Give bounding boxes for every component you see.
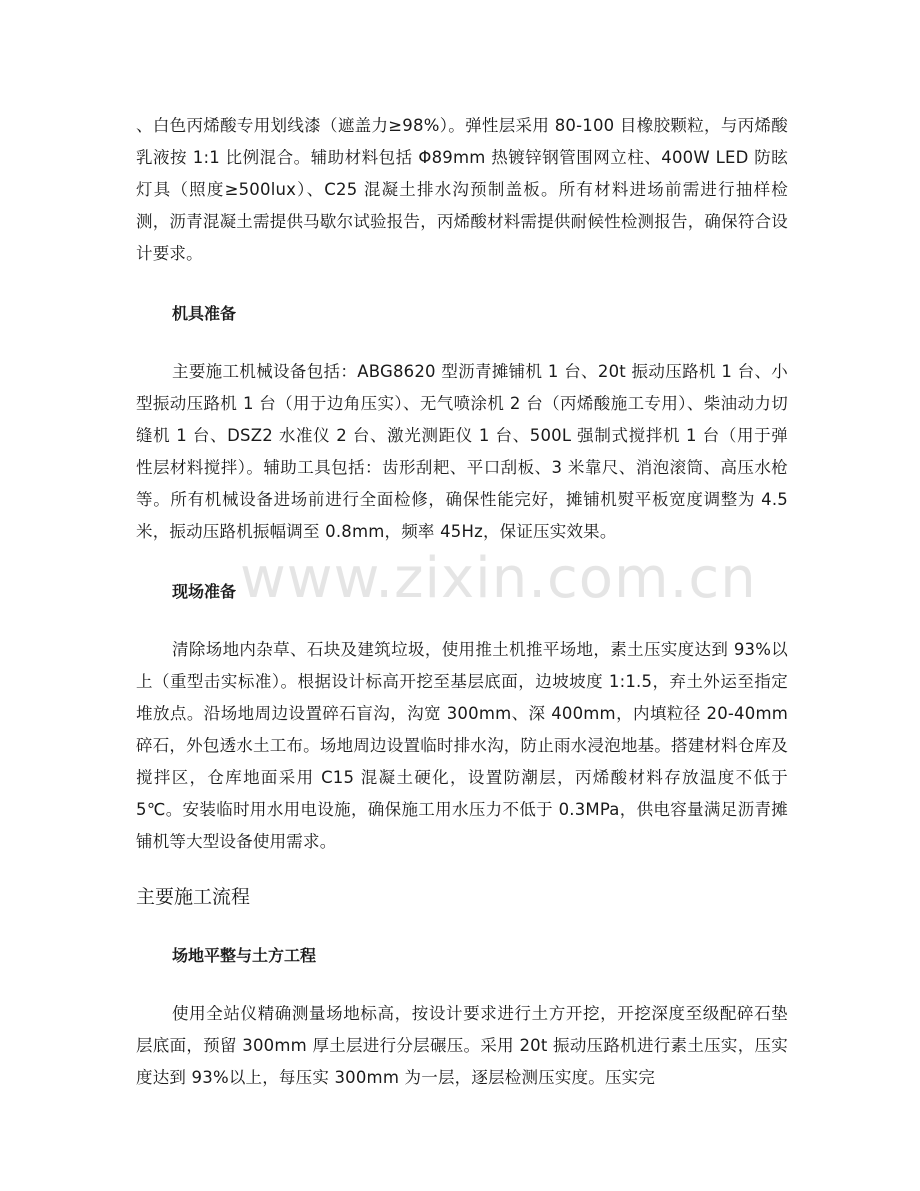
watermark-text: www.zixin.com.cn [240,546,757,611]
heading-equipment-prep: 机具准备 [172,304,237,323]
heading-earthwork: 场地平整与土方工程 [172,946,317,965]
paragraph-site-prep: 清除场地内杂草、石块及建筑垃圾，使用推土机推平场地，素土压实度达到 93%以上（重型击实标准）。根据设计标高开挖至基层底面，边坡坡度 1:1.5，弃土外运至指定堆放点。沿场地周边设置碎石盲沟，沟宽 300mm、深 400mm，内填粒径 20-40mm 碎石，外包透水土工布。场地周边设置临时排水沟，防止雨水浸泡地基。搭建材料仓库及搅拌区，仓库地面采用 C15 混凝土硬化，设置防潮层，丙烯酸材料存放温度不低于 5℃。安装临时用水用电设施，确保施工用水压力不低于 0.3MPa，供电容量满足沥青摊铺机等大型设备使用需求。 [136,640,788,851]
paragraph-earthwork: 使用全站仪精确测量场地标高，按设计要求进行土方开挖，开挖深度至级配碎石垫层底面，预留 300mm 厚土层进行分层碾压。采用 20t 振动压路机进行素土压实，压实度达到 93%以上，每压实 300mm 为一层，逐层检测压实度。压实完 [136,1004,788,1087]
paragraph-equipment: 主要施工机械设备包括：ABG8620 型沥青摊铺机 1 台、20t 振动压路机 1 台、小型振动压路机 1 台（用于边角压实）、无气喷涂机 2 台（丙烯酸施工专用）、柴油动力切缝机 1 台、DSZ2 水准仪 2 台、激光测距仪 1 台、500L 强制式搅拌机 1 台（用于弹性层材料搅拌）。辅助工具包括：齿形刮耙、平口刮板、3 米靠尺、消泡滚筒、高压水枪等。所有机械设备进场前进行全面检修，确保性能完好，摊铺机熨平板宽度调整为 4.5 米，振动压路机振幅调至 0.8mm，频率 45Hz，保证压实效果。 [136,362,788,541]
paragraph-materials-continued: 、白色丙烯酸专用划线漆（遮盖力≥98%）。弹性层采用 80-100 目橡胶颗粒，与丙烯酸乳液按 1:1 比例混合。辅助材料包括 Φ89mm 热镀锌钢管围网立柱、400W LED 防眩灯具（照度≥500lux）、C25 混凝土排水沟预制盖板。所有材料进场前需进行抽样检测，沥青混凝土需提供马歇尔试验报告，丙烯酸材料需提供耐候性检测报告，确保符合设计要求。 [136,116,788,263]
document-content [136,110,788,1094]
heading-main-process: 主要施工流程 [136,886,251,908]
heading-site-prep: 现场准备 [172,582,237,601]
